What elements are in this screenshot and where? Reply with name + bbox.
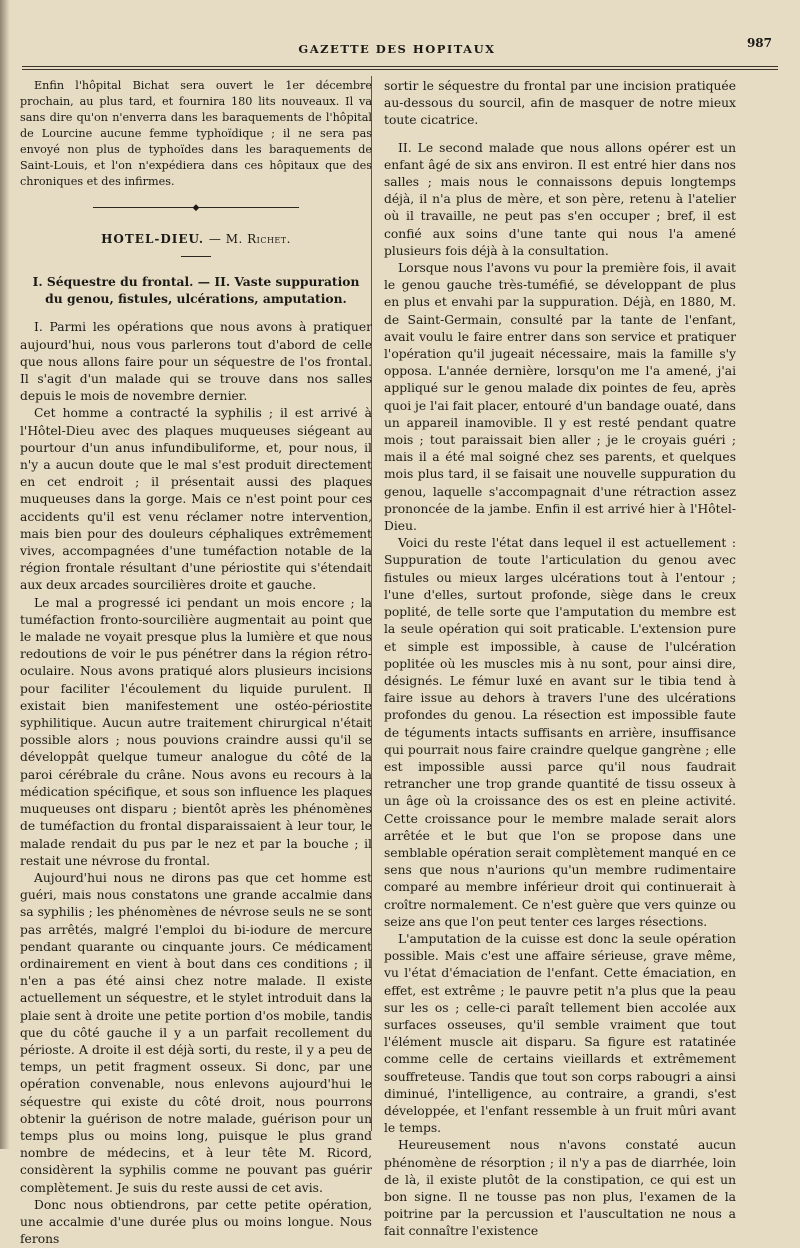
section-author: — M. Richet. — [208, 232, 291, 247]
paragraph: Heureusement nous n'avons constaté aucun phénomène de résorption ; il n'y a pas de diarrhée, loin de là, il existe plutôt de la constipation, ce qui est un bon signe. Il ne tousse pas non plus, l'examen de la poitrine par la percussion et l'auscultation ne nous a fait connaître l'existence — [384, 1138, 736, 1239]
paragraph: Cet homme a contracté la syphilis ; il est arrivé à l'Hôtel-Dieu avec des plaques muqueuses siégeant au pourtour d'un anus infundibuliforme, et, pour nous, il n'y a aucun doute que le mal s'est produit directement en cet endroit ; il présentait aussi des plaques muqueuses dans la gorge. Mais ce n'est point pour ces accidents qu'il est venu réclamer notre intervention, mais bien pour des douleurs céphaliques extrêmement vives, accompagnées d'une tuméfaction notable de la région frontale résultant d'une périostite qui s'étendait aux deux arcades sourcilières droite et gauche. — [20, 406, 372, 593]
intro-paragraph: Enfin l'hôpital Bichat sera ouvert le 1er décembre prochain, au plus tard, et fournira 180 lits nouveaux. Il va sans dire qu'on n'enverra dans les baraquements de l'hôpital de Lourcine aucune femme typhoïdique ; il ne sera pas envoyé non plus de typhoïdes dans les baraquements de Saint-Louis, et l'on n'expédiera dans ces hôpitaux que des chroniques et des infirmes. — [20, 79, 372, 188]
paragraph: Voici du reste l'état dans lequel il est actuellement : Suppuration de toute l'articulation du genou avec fistules ou mieux larges ulcérations tout à l'entour ; l'une d'elles, surtout profonde, siège dans le creux poplité, de telle sorte que l'amputation du membre est la seule opération qui soit praticable. L'extension pure et simple est impossible, à cause de l'ulcération poplitée où les muscles mis à nu sont, pour ainsi dire, désignés. Le fémur luxé en avant sur le tibia tend à faire issue au dehors à travers l'une des ulcérations profondes du genou. La résection est impossible faute de téguments intacts suffisants en arrière, insuffisance qui pourrait nous faire craindre quelque gangrène ; elle est impossible aussi parce qu'il nous faudrait retrancher une trop grande quantité de tissu osseux à un âge où la croissance des os est en pleine activité. Cette croissance pour le membre malade serait alors arrêtée et le but que l'on se propose dans une semblable opération serait complètement manqué en ce sens que nous n'aurions qu'un membre rudimentaire comparé au membre inférieur droit qui continuerait à croître normalement. Ce n'est guère que vers quinze ou seize ans que l'on peut tenter ces larges résections. — [384, 536, 736, 929]
subtitle-line-2: du genou, fistules, ulcérations, amputation. — [45, 291, 347, 307]
left-column — [20, 78, 372, 1248]
article-subtitle — [20, 273, 372, 307]
paragraph: sortir le séquestre du frontal par une incision pratiquée au-dessous du sourcil, afin de masquer de notre mieux toute cicatrice. — [384, 79, 736, 128]
page-header — [18, 36, 776, 62]
paragraph: Donc nous obtiendrons, par cette petite opération, une accalmie d'une durée plus ou moins longue. Nous ferons — [20, 1197, 372, 1247]
subtitle-line-1: I. Séquestre du frontal. — II. Vaste suppuration — [32, 274, 360, 290]
paragraph: Le mal a progressé ici pendant un mois encore ; la tuméfaction fronto-sourcilière augmentait au point que le malade ne voyait presque plus la lumière et que nous redoutions de voir le pus pénétrer dans la région rétro-oculaire. Nous avons pratiqué alors plusieurs incisions pour faciliter l'écoulement du liquide purulent. Il existait bien manifestement une ostéo-périostite syphilitique. Aucun autre traitement chirurgical n'était possible alors ; nous pouvions craindre aussi qu'il se développât quelque tumeur analogue du côté de la paroi cérébrale du crâne. Nous avons eu recours à la médication spécifique, et sous son influence les plaques muqueuses ont disparu ; bientôt après les phénomènes de tuméfaction du frontal disparaissaient à leur tour, le malade rendait du pus par le nez et par la bouche ; il restait une névrose du frontal. — [20, 595, 372, 868]
section-ornament — [20, 200, 372, 217]
ornament-diamond: ◆ — [192, 203, 200, 213]
section-rule — [181, 256, 211, 257]
running-title: GAZETTE DES HOPITAUX — [298, 42, 496, 56]
paragraph: Lorsque nous l'avons vu pour la première fois, il avait le genou gauche très-tuméfié, se développant de plus en plus et envahi par la suppuration. Déjà, en 1880, M. de Saint-Germain, consulté par la tante de l'enfant, avait voulu le faire entrer dans son service et pratiquer l'opération qu'il jugeait nécessaire, mais la famille s'y opposa. L'année dernière, lorsqu'on me l'a amené, j'ai appliqué sur le genou malade dix pointes de feu, après quoi je l'ai fait placer, entouré d'un bandage ouaté, dans un appareil inamovible. Il y est resté pendant quatre mois ; tout paraissait bien aller ; je le croyais guéri ; mais il a été mal soigné chez ses parents, et quelques mois plus tard, il se faisait une nouvelle suppuration du genou, laquelle s'accompagnait d'une rétraction assez prononcée de la jambe. Enfin il est arrivé hier à l'Hôtel-Dieu. — [384, 261, 736, 534]
paragraph: Aujourd'hui nous ne dirons pas que cet homme est guéri, mais nous constatons une grande accalmie dans sa syphilis ; les phénomènes de névrose seuls ne se sont pas arrêtés, malgré l'emploi du bi-iodure de mercure pendant quarante ou cinquante jours. Ce médicament ordinairement en vient à bout dans ces conditions ; il n'en a pas été ainsi chez notre malade. Il existe actuellement un séquestre, et le stylet introduit dans la plaie sent à droite une petite portion d'os mobile, tandis que du côté gauche il y a un parfait recollement du périoste. A droite il est déjà sorti, du reste, il y a peu de temps, un petit fragment osseux. Si donc, par une opération convenable, nous enlevons aujourd'hui le séquestre qui existe du côté droit, nous pourrons obtenir la guérison de notre malade, guérison pour un temps plus ou moins long, puisque le plus grand nombre de médecins, et à leur tête M. Ricord, considèrent la syphilis comme ne pouvant pas guérir complètement. Je suis du reste aussi de cet avis. — [20, 870, 372, 1195]
section-heading — [20, 231, 372, 248]
page-number: 987 — [746, 36, 772, 50]
paragraph: II. Le second malade que nous allons opérer est un enfant âgé de six ans environ. Il est entré hier dans nos salles ; mais nous le connaissons depuis longtemps déjà, il n'a plus de mère, et son père, retenu à l'atelier où il travaille, ne peut pas s'en occuper ; bref, il est confié aux soins d'une tante qui nous l'a amené plusieurs fois déjà à la consultation. — [384, 140, 736, 258]
header-rule — [22, 66, 778, 70]
right-column — [384, 78, 736, 1241]
paragraph: L'amputation de la cuisse est donc la seule opération possible. Mais c'est une affaire sérieuse, grave même, vu l'état d'émaciation de l'enfant. Cette émaciation, en effet, est extrême ; le pauvre petit n'a plus que la peau sur les os ; celle-ci paraît tellement bien accolée aux surfaces osseuses, qu'il semble vraiment que tout l'élément muscle ait disparu. Sa figure est ratatinée comme celle de certains vieillards et extrêmement souffreteuse. Tandis que tout son corps rabougri a ainsi diminué, l'intelligence, au contraire, a grandi, s'est développée, et l'enfant ressemble à un fruit mûri avant le temps. — [384, 931, 736, 1136]
page-binding-edge — [0, 0, 10, 1149]
section-name: HOTEL-DIEU. — [101, 232, 205, 247]
paragraph: I. Parmi les opérations que nous avons à pratiquer aujourd'hui, nous vous parlerons tout d'abord de celle que nous allons faire pour un séquestre de l'os frontal. Il s'agit d'un malade qui se trouve dans nos salles depuis le mois de novembre dernier. — [20, 320, 372, 404]
